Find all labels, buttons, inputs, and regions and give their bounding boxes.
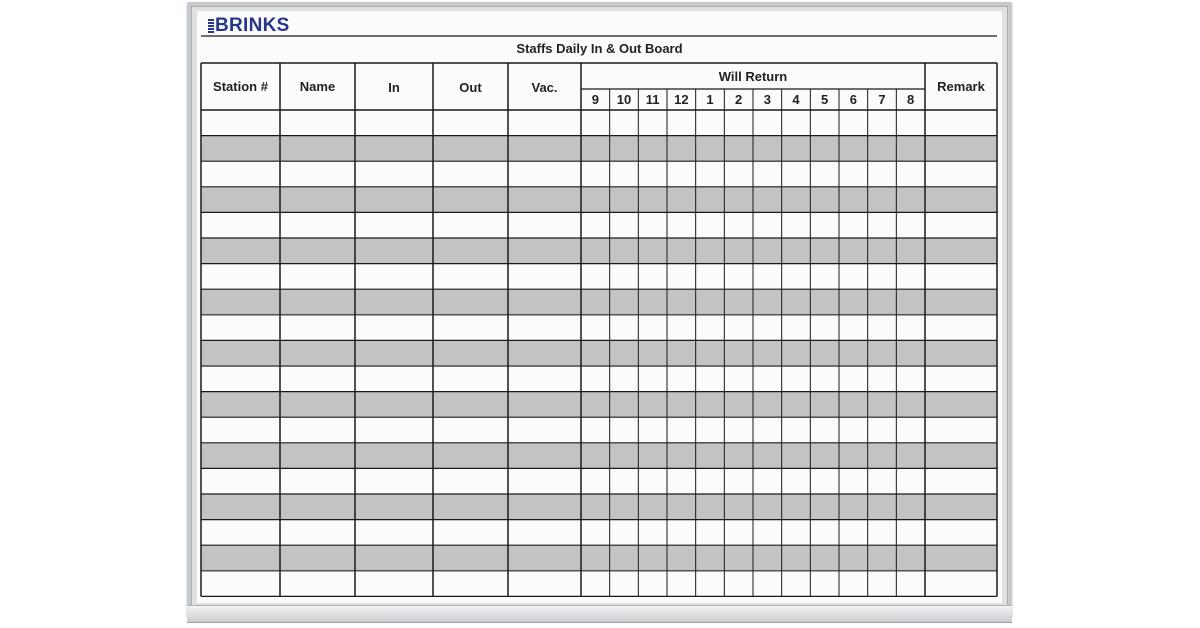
header-in: In: [388, 80, 400, 95]
header-station: Station #: [213, 79, 268, 94]
header-out: Out: [459, 80, 482, 95]
hour-label: 2: [735, 92, 743, 107]
hour-label: 12: [674, 92, 689, 107]
header-will-return: Will Return: [718, 69, 788, 84]
hour-label: 10: [616, 92, 632, 107]
header-vac: Vac.: [531, 80, 558, 95]
board-grid-lines: [197, 11, 1002, 603]
brand-name: BRINKS: [215, 15, 290, 36]
hour-label: 9: [591, 92, 599, 107]
hour-label: 7: [878, 92, 886, 107]
hour-label: 4: [792, 92, 800, 107]
header-remark: Remark: [937, 79, 985, 94]
hour-label: 11: [645, 92, 660, 107]
board-title: Staffs Daily In & Out Board: [516, 41, 683, 56]
hour-label: 8: [907, 92, 915, 107]
whiteboard-surface: [197, 11, 1002, 603]
hour-label: 5: [821, 92, 829, 107]
hour-label: 6: [849, 92, 857, 107]
marker-tray: [187, 605, 1012, 623]
hour-label: 1: [706, 92, 714, 107]
hour-label: 3: [763, 92, 771, 107]
header-name: Name: [299, 79, 336, 94]
